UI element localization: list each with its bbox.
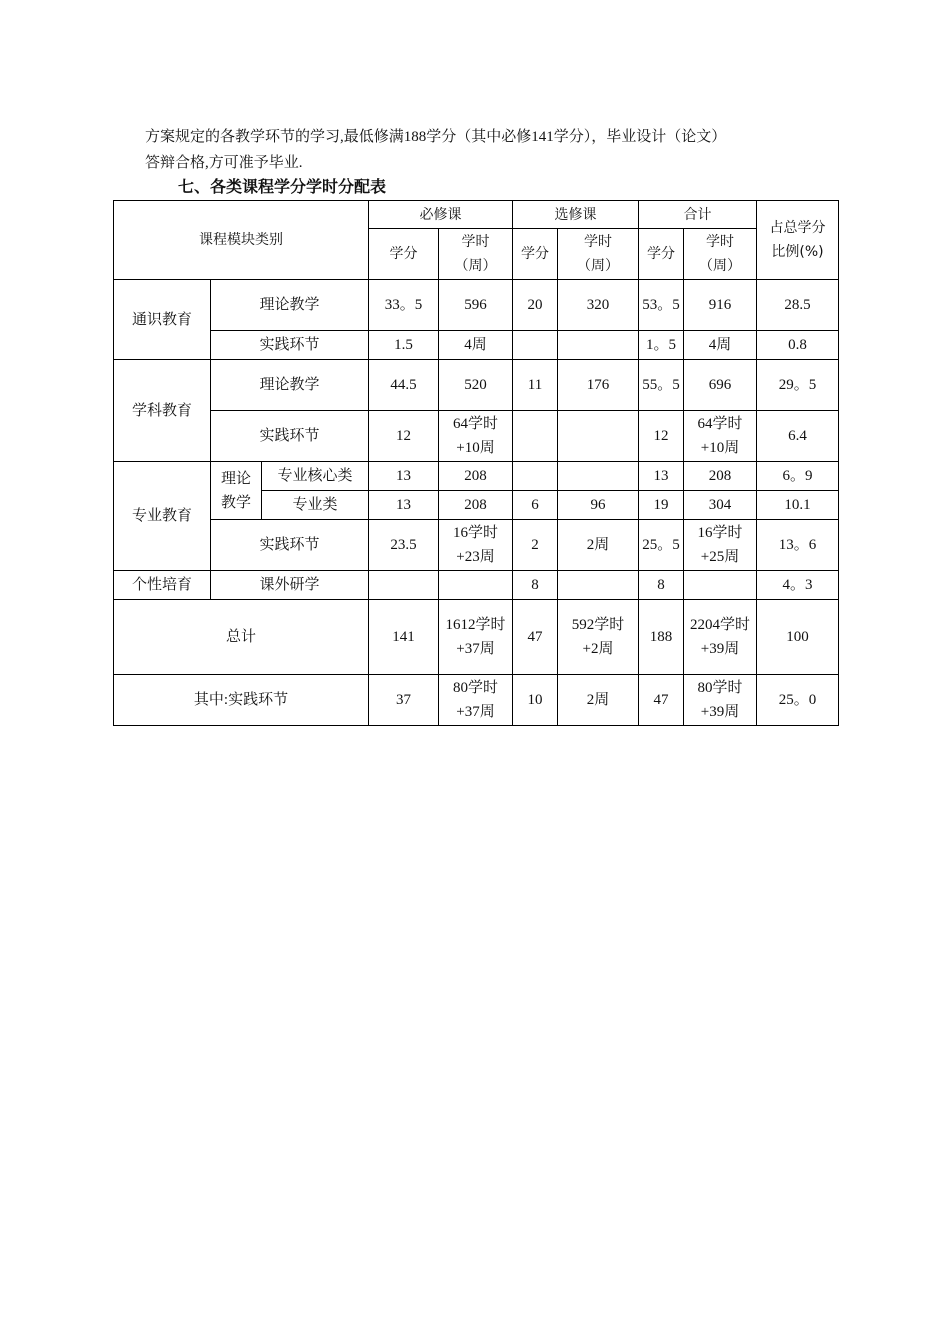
cell-line: 64学时 [697, 416, 743, 432]
cell-line: 80学时 [697, 680, 743, 696]
cell-req-credit: 33。5 [369, 280, 439, 331]
cell-ele-hours: 96 [558, 491, 639, 520]
cell-tot-credit: 12 [639, 411, 684, 462]
cell-req-credit: 13 [369, 491, 439, 520]
header-elective: 选修课 [513, 201, 639, 229]
credit-allocation-table [113, 200, 839, 726]
header-tot-hours-line2: （周） [699, 258, 742, 274]
table-row-grand-total [114, 600, 839, 675]
cell-line: 64学时 [453, 416, 499, 432]
cell-req-hours [439, 520, 513, 571]
cell-tot-hours [684, 411, 757, 462]
intro-paragraph [145, 124, 825, 176]
cell-ratio: 28.5 [757, 280, 839, 331]
row-label: 专业核心类 [262, 462, 369, 491]
row-label: 实践环节 [211, 331, 369, 360]
header-category: 课程模块类别 [114, 201, 369, 280]
cell-req-credit [369, 571, 439, 600]
table-row [114, 520, 839, 571]
cell-ele-credit [513, 462, 558, 491]
cell-line: +37周 [456, 641, 495, 657]
header-total: 合计 [639, 201, 757, 229]
cell-line: 1612学时 [445, 617, 506, 633]
cell-req-hours: 4周 [439, 331, 513, 360]
cell-ele-hours [558, 331, 639, 360]
cell-req-credit: 37 [369, 675, 439, 726]
cell-ratio: 100 [757, 600, 839, 675]
row-label: 理论教学 [211, 360, 369, 411]
cell-ele-credit: 47 [513, 600, 558, 675]
cell-req-credit: 44.5 [369, 360, 439, 411]
cell-tot-hours [684, 571, 757, 600]
section-title: 七、各类课程学分学时分配表 [178, 177, 387, 196]
cell-req-credit: 1.5 [369, 331, 439, 360]
cell-ele-hours [558, 571, 639, 600]
intro-line-2: 答辩合格,方可准予毕业. [145, 155, 303, 171]
cell-ele-hours [558, 600, 639, 675]
cell-tot-hours: 208 [684, 462, 757, 491]
cell-tot-hours: 916 [684, 280, 757, 331]
cell-req-hours: 596 [439, 280, 513, 331]
cell-req-hours [439, 571, 513, 600]
table-row [114, 571, 839, 600]
cell-req-hours: 208 [439, 491, 513, 520]
header-required: 必修课 [369, 201, 513, 229]
group-major: 专业教育 [114, 462, 211, 571]
cell-ele-hours: 2周 [558, 675, 639, 726]
cell-req-hours: 208 [439, 462, 513, 491]
cell-line: 80学时 [453, 680, 499, 696]
row-label: 其中:实践环节 [114, 675, 369, 726]
cell-line: 教学 [220, 494, 251, 511]
cell-ratio: 29。5 [757, 360, 839, 411]
row-label: 总计 [114, 600, 369, 675]
cell-tot-credit: 53。5 [639, 280, 684, 331]
cell-ratio: 6。9 [757, 462, 839, 491]
header-req-credit: 学分 [369, 229, 439, 280]
group-subject: 学科教育 [114, 360, 211, 462]
cell-ele-hours [558, 411, 639, 462]
cell-line: +10周 [456, 440, 495, 456]
cell-ratio: 6.4 [757, 411, 839, 462]
cell-line: 理论 [220, 470, 251, 487]
row-label: 课外研学 [211, 571, 369, 600]
cell-req-credit: 141 [369, 600, 439, 675]
cell-ele-credit: 6 [513, 491, 558, 520]
cell-line: 16学时 [453, 525, 499, 541]
group-general: 通识教育 [114, 280, 211, 360]
cell-ratio: 10.1 [757, 491, 839, 520]
cell-tot-hours [684, 520, 757, 571]
row-label: 实践环节 [211, 520, 369, 571]
cell-ratio: 0.8 [757, 331, 839, 360]
header-row-1 [114, 201, 839, 229]
cell-ele-credit: 20 [513, 280, 558, 331]
cell-ele-hours [558, 462, 639, 491]
table-row [114, 280, 839, 331]
header-ele-credit: 学分 [513, 229, 558, 280]
header-req-hours [439, 229, 513, 280]
cell-req-credit: 23.5 [369, 520, 439, 571]
header-ele-hours [558, 229, 639, 280]
cell-tot-hours: 304 [684, 491, 757, 520]
cell-tot-credit: 1。5 [639, 331, 684, 360]
cell-ele-credit: 11 [513, 360, 558, 411]
cell-req-hours [439, 600, 513, 675]
header-tot-credit: 学分 [639, 229, 684, 280]
header-req-hours-line1: 学时 [461, 234, 490, 250]
cell-line: +2周 [582, 641, 614, 657]
cell-ele-credit: 8 [513, 571, 558, 600]
group-personal: 个性培育 [114, 571, 211, 600]
cell-tot-credit: 25。5 [639, 520, 684, 571]
header-req-hours-line2: （周） [454, 258, 497, 274]
cell-line: 16学时 [697, 525, 743, 541]
cell-line: +25周 [700, 549, 740, 565]
cell-tot-credit: 188 [639, 600, 684, 675]
cell-ele-hours: 176 [558, 360, 639, 411]
cell-ele-credit: 10 [513, 675, 558, 726]
row-label: 理论教学 [211, 280, 369, 331]
cell-ele-hours: 2周 [558, 520, 639, 571]
cell-line: +39周 [700, 641, 740, 657]
cell-tot-credit: 55。5 [639, 360, 684, 411]
cell-tot-credit: 13 [639, 462, 684, 491]
intro-line-1: 方案规定的各教学环节的学习,最低修满188学分（其中必修141学分），毕业设计（论文） [145, 129, 727, 145]
cell-tot-credit: 47 [639, 675, 684, 726]
cell-req-credit: 13 [369, 462, 439, 491]
cell-line: +10周 [700, 440, 740, 456]
cell-ratio: 4。3 [757, 571, 839, 600]
table-row [114, 331, 839, 360]
table-row [114, 411, 839, 462]
header-ratio [757, 201, 839, 280]
cell-tot-hours: 696 [684, 360, 757, 411]
cell-line: +23周 [456, 549, 495, 565]
cell-tot-hours: 4周 [684, 331, 757, 360]
cell-ele-credit [513, 331, 558, 360]
row-label: 实践环节 [211, 411, 369, 462]
cell-ele-hours: 320 [558, 280, 639, 331]
cell-line: +39周 [700, 704, 740, 720]
cell-line: 2204学时 [690, 617, 751, 633]
table-row [114, 462, 839, 491]
cell-tot-credit: 8 [639, 571, 684, 600]
cell-req-hours [439, 411, 513, 462]
cell-line: +37周 [456, 704, 495, 720]
header-tot-hours-line1: 学时 [706, 234, 735, 250]
cell-ele-credit: 2 [513, 520, 558, 571]
header-ratio-line2: 比例(%) [771, 244, 824, 260]
cell-req-hours: 520 [439, 360, 513, 411]
cell-req-credit: 12 [369, 411, 439, 462]
header-ele-hours-line1: 学时 [584, 234, 613, 250]
cell-line: 592学时 [571, 617, 625, 633]
cell-ele-credit [513, 411, 558, 462]
row-label: 专业类 [262, 491, 369, 520]
cell-ratio: 25。0 [757, 675, 839, 726]
table-row [114, 360, 839, 411]
header-ratio-line1: 占总学分 [769, 220, 826, 236]
cell-tot-hours [684, 600, 757, 675]
table-row-practice-total [114, 675, 839, 726]
cell-ratio: 13。6 [757, 520, 839, 571]
major-theory-label [211, 462, 262, 520]
cell-tot-hours [684, 675, 757, 726]
cell-tot-credit: 19 [639, 491, 684, 520]
cell-req-hours [439, 675, 513, 726]
header-ele-hours-line2: （周） [577, 258, 620, 274]
header-tot-hours [684, 229, 757, 280]
